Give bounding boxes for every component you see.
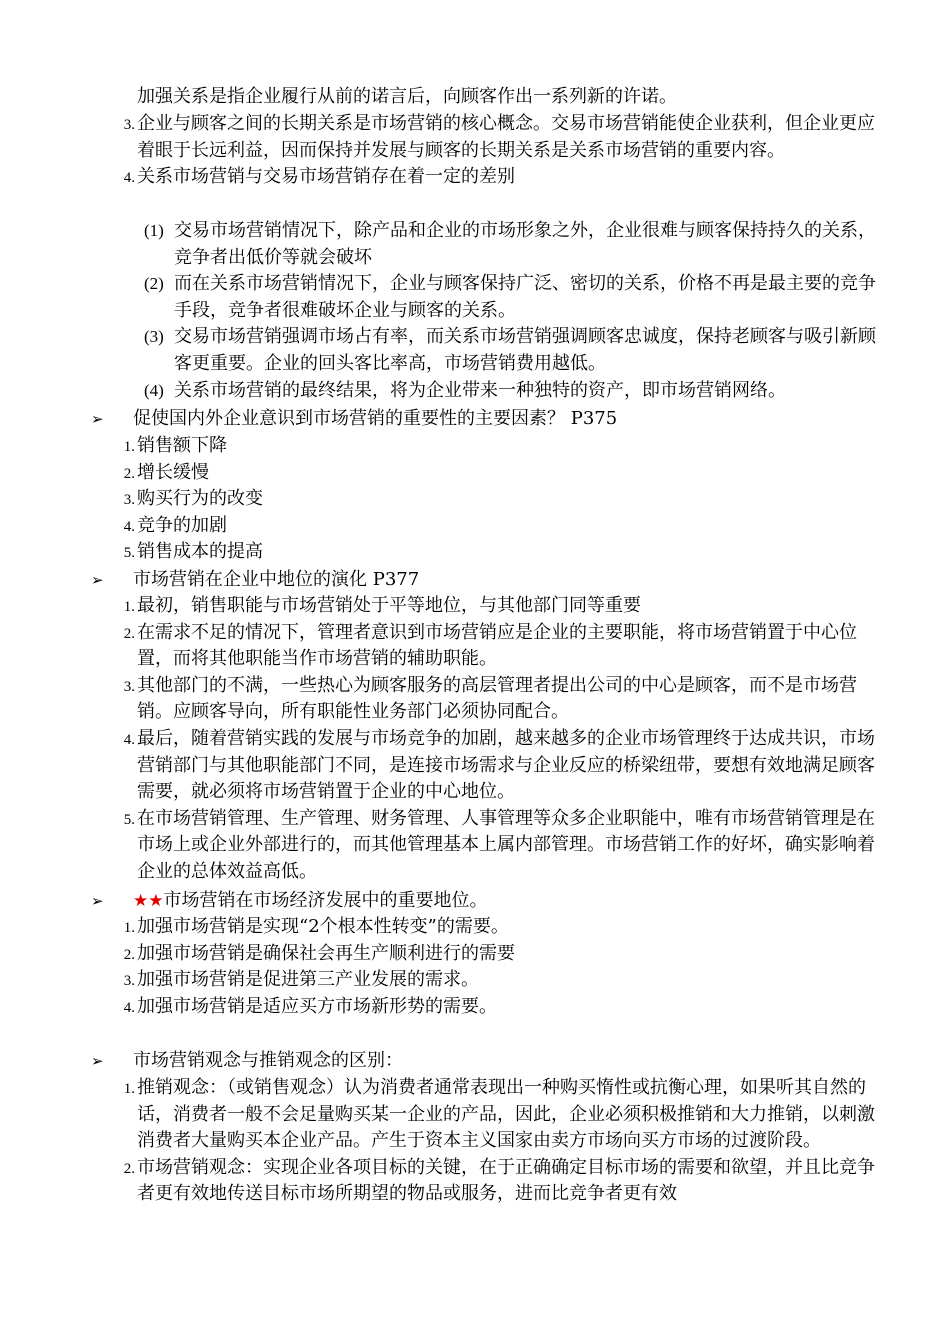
list-item-text: 企业与顾客之间的长期关系是市场营销的核心概念。交易市场营销能使企业获利，但企业更应着眼于长远利益，因而保持并发展与顾客的长期关系是关系市场营销的重要内容。 <box>137 113 875 161</box>
list-item-text: 加强市场营销是适应买方市场新形势的需要。 <box>137 995 497 1017</box>
list-item <box>123 967 885 994</box>
list-item <box>123 914 885 941</box>
section-heading-text: 市场营销在企业中地位的演化 P377 <box>133 569 420 590</box>
list-item-text: 销售额下降 <box>137 435 227 456</box>
list-item-text: 销售成本的提高 <box>137 541 263 563</box>
list-item-text: 购买行为的改变 <box>137 488 263 510</box>
sub-list-item <box>144 378 880 405</box>
sub-list-item-number: (3) <box>144 327 164 347</box>
arrow-bullet-icon: ➢ <box>91 410 104 428</box>
list-item-number: 3. <box>123 973 135 990</box>
list-item-number: 4. <box>123 170 135 187</box>
list-item <box>123 486 885 513</box>
arrow-bullet-icon: ➢ <box>91 571 104 589</box>
section-heading-text: 市场营销观念与推销观念的区别： <box>133 1050 403 1071</box>
list-item <box>123 513 885 540</box>
list-item <box>123 620 885 673</box>
list-item-number: 4. <box>123 999 135 1016</box>
star-icon: ★★ <box>133 891 164 911</box>
sub-list-item-number: (4) <box>144 380 164 400</box>
list-item-text: 其他部门的不满，一些热心为顾客服务的高层管理者提出公司的中心是顾客，而不是市场营销。应顾客导向，所有职能性业务部门必须协同配合。 <box>137 674 857 723</box>
list-item-number: 1. <box>123 599 135 615</box>
section-heading <box>91 406 893 433</box>
list-item <box>123 460 885 487</box>
list-item-text: 加强市场营销是确保社会再生产顺利进行的需要 <box>137 942 515 964</box>
section-heading <box>91 567 893 594</box>
sub-list-item <box>144 218 880 271</box>
list-item-number: 4. <box>123 518 135 535</box>
sub-list-item-text: 而在关系市场营销情况下，企业与顾客保持广泛、密切的关系，价格不再是最主要的竞争手段，竞争者很难破坏企业与顾客的关系。 <box>174 273 876 321</box>
list-item <box>123 433 885 460</box>
importance-list <box>123 914 885 1020</box>
sub-list-item <box>144 324 880 377</box>
list-item-number: 2. <box>123 946 135 963</box>
list-item-number: 3. <box>123 117 135 133</box>
list-item-number: 4. <box>123 731 135 748</box>
list-item-number: 5. <box>123 811 135 828</box>
list-item-number: 1. <box>123 1081 135 1097</box>
list-item <box>123 806 885 886</box>
section-heading-text: 促使国内外企业意识到市场营销的重要性的主要因素？ P375 <box>133 408 618 429</box>
list-item-number: 3. <box>123 492 135 509</box>
list-item <box>123 111 885 164</box>
list-item-number: 5. <box>123 545 135 562</box>
list-item-number: 1. <box>123 439 135 455</box>
concept-comparison-list <box>123 1075 885 1208</box>
list-item-text: 竞争的加剧 <box>137 514 227 536</box>
relationship-marketing-list <box>123 111 885 191</box>
evolution-list <box>123 593 885 886</box>
sub-list-item <box>144 271 880 324</box>
section-heading-text: 市场营销在市场经济发展中的重要地位。 <box>163 890 488 911</box>
list-item <box>123 164 885 191</box>
list-item-text: 在市场营销管理、生产管理、财务管理、人事管理等众多企业职能中，唯有市场营销管理是在市场上或企业外部进行的，而其他管理基本上属内部管理。市场营销工作的好坏，确实影响着企业的总体效益高低。 <box>137 807 875 882</box>
list-item-text: 关系市场营销与交易市场营销存在着一定的差别 <box>137 166 515 188</box>
list-item-text: 增长缓慢 <box>137 461 209 483</box>
list-item-text: 加强市场营销是促进第三产业发展的需求。 <box>137 969 479 991</box>
list-item-text: 在需求不足的情况下，管理者意识到市场营销应是企业的主要职能，将市场营销置于中心位置，而将其他职能当作市场营销的辅助职能。 <box>137 621 857 670</box>
list-item <box>123 673 885 726</box>
list-item <box>123 1155 885 1208</box>
list-item-text: 市场营销观念：实现企业各项目标的关键，在于正确确定目标市场的需要和欲望，并且比竞争者更有效地传送目标市场所期望的物品或服务，进而比竞争者更有效 <box>137 1156 875 1205</box>
list-item-text: 推销观念：（或销售观念）认为消费者通常表现出一种购买惰性或抗衡心理，如果听其自然的话，消费者一般不会足量购买某一企业的产品，因此，企业必须积极推销和大力推销，以刺激消费者大量购买本企业产品。产生于资本主义国家由卖方市场向买方市场的过渡阶段。 <box>137 1077 875 1152</box>
list-item <box>123 539 885 566</box>
difference-sublist <box>144 218 880 404</box>
list-item-text: 最初，销售职能与市场营销处于平等地位，与其他部门同等重要 <box>137 595 641 616</box>
arrow-bullet-icon: ➢ <box>91 1052 104 1070</box>
continuation-paragraph <box>137 84 877 111</box>
list-item <box>123 1075 885 1155</box>
list-item <box>123 994 885 1021</box>
list-item <box>123 726 885 806</box>
factor-list <box>123 433 885 566</box>
list-item-text: 加强市场营销是实现“2个根本性转变”的需要。 <box>137 916 509 937</box>
sub-list-item-number: (1) <box>144 221 164 240</box>
list-item-number: 2. <box>123 625 135 642</box>
sub-list-item-text: 交易市场营销情况下，除产品和企业的市场形象之外，企业很难与顾客保持持久的关系，竞争者出低价等就会破坏 <box>174 220 876 268</box>
sub-list-item-number: (2) <box>144 274 164 294</box>
arrow-bullet-icon: ➢ <box>91 892 104 910</box>
list-item-number: 3. <box>123 678 135 695</box>
list-item-number: 2. <box>123 1160 135 1177</box>
section-heading <box>91 1048 893 1075</box>
sub-list-item-text: 交易市场营销强调市场占有率，而关系市场营销强调顾客忠诚度，保持老顾客与吸引新顾客更重要。企业的回头客比率高，市场营销费用越低。 <box>174 326 876 374</box>
list-item <box>123 941 885 968</box>
continuation-text: 加强关系是指企业履行从前的诺言后，向顾客作出一系列新的许诺。 <box>137 86 677 107</box>
section-heading <box>91 888 893 915</box>
list-item-text: 最后，随着营销实践的发展与市场竞争的加剧，越来越多的企业市场管理终于达成共识，市场营销部门与其他职能部门不同，是连接市场需求与企业反应的桥梁纽带，要想有效地满足顾客需要，就必须将市场营销置于企业的中心地位。 <box>137 727 875 803</box>
sub-list-item-text: 关系市场营销的最终结果，将为企业带来一种独特的资产，即市场营销网络。 <box>174 379 786 401</box>
list-item-number: 1. <box>123 920 135 936</box>
list-item <box>123 593 885 620</box>
list-item-number: 2. <box>123 465 135 482</box>
